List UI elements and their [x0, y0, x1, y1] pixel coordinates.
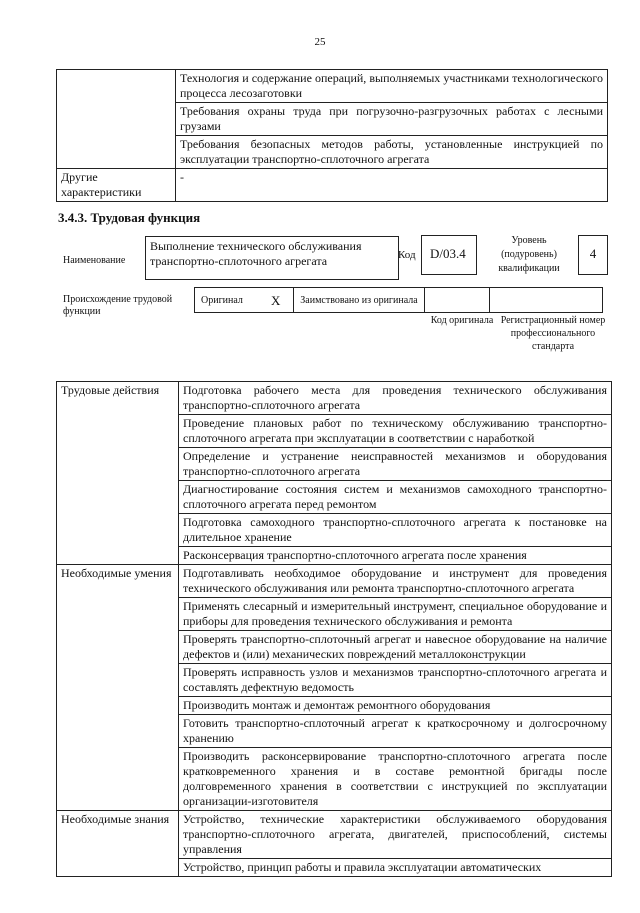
section-title: 3.4.3. Трудовая функция	[58, 210, 201, 225]
top-table	[56, 69, 608, 202]
original-label: Оригинал	[195, 288, 266, 313]
skill-row: Проверять исправность узлов и механизмов транспортно-сплоточного агрегата и составлять дефектную ведомость	[179, 664, 612, 697]
origin-label: Происхождение трудовой функции	[63, 294, 173, 317]
skill-row: Применять слесарный и измерительный инструмент, специальное оборудование и приборы для проведения технического обслуживания и ремонта	[179, 598, 612, 631]
original-code-label: Код оригинала	[430, 315, 494, 326]
original-code-cell	[425, 288, 490, 313]
level-label: Уровень (подуровень) квалификации	[498, 235, 560, 274]
knowledge-label: Необходимые знания	[57, 811, 179, 877]
name-label: Наименование	[63, 255, 126, 266]
skill-row: Подготавливать необходимое оборудование и инструмент для проведения технического обслуживания или ремонта транспортно-сплоточного агрегата	[179, 565, 612, 598]
page-number: 25	[314, 36, 326, 48]
skill-row: Производить монтаж и демонтаж ремонтного оборудования	[179, 697, 612, 715]
skills-label: Необходимые умения	[57, 565, 179, 811]
action-row: Подготовка рабочего места для проведения технического обслуживания транспортно-сплоточного агрегата	[179, 382, 612, 415]
code-label: Код	[398, 249, 416, 261]
actions-label: Трудовые действия	[57, 382, 179, 565]
code-value: D/03.4	[421, 235, 477, 275]
other-characteristics-value: -	[176, 169, 608, 202]
other-characteristics-label: Другие характеристики	[57, 169, 176, 202]
empty-label-cell	[57, 70, 176, 169]
skill-row: Производить расконсервирование транспортно-сплоточного агрегата после кратковременного хранения и в составе ремонтной бригады после долговременного хранения в соответствии с инструкцией по эксплуатации организации-изготовителя	[179, 748, 612, 811]
skill-row: Готовить транспортно-сплоточный агрегат к краткосрочному и долгосрочному хранению	[179, 715, 612, 748]
action-row: Определение и устранение неисправностей механизмов и оборудования транспортно-сплоточного агрегата	[179, 448, 612, 481]
knowledge-row: Требования охраны труда при погрузочно-разгрузочных работах с лесными грузами	[176, 103, 608, 136]
action-row: Проведение плановых работ по техническому обслуживанию транспортно-сплоточного агрегата при эксплуатации в соответствии с наработкой	[179, 415, 612, 448]
borrowed-label: Заимствовано из оригинала	[294, 288, 425, 313]
knowledge-row: Устройство, принцип работы и правила эксплуатации автоматических	[179, 859, 612, 877]
reg-number-label: Регистрационный номер профессионального стандарта	[500, 315, 606, 352]
skill-row: Проверять транспортно-сплоточный агрегат и навесное оборудование на наличие дефектов и (или) механических повреждений металлоконструкции	[179, 631, 612, 664]
knowledge-row: Технология и содержание операций, выполняемых участниками технологического процесса лесозаготовки	[176, 70, 608, 103]
knowledge-row: Требования безопасных методов работы, установленные инструкцией по эксплуатации транспортно-сплоточного агрегата	[176, 136, 608, 169]
action-row: Подготовка самоходного транспортно-сплоточного агрегата к постановке на длительное хранение	[179, 514, 612, 547]
action-row: Диагностирование состояния систем и механизмов самоходного транспортно-сплоточного агрегата перед ремонтом	[179, 481, 612, 514]
function-table	[56, 381, 612, 877]
name-value: Выполнение технического обслуживания транспортно-сплоточного агрегата	[145, 236, 399, 280]
original-mark: X	[265, 288, 294, 313]
knowledge-row: Устройство, технические характеристики обслуживаемого оборудования транспортно-сплоточного агрегата, двигателей, приспособлений, системы управления	[179, 811, 612, 859]
origin-table	[194, 287, 603, 313]
level-value: 4	[578, 235, 608, 275]
action-row: Расконсервация транспортно-сплоточного агрегата после хранения	[179, 547, 612, 565]
reg-number-cell	[490, 288, 603, 313]
